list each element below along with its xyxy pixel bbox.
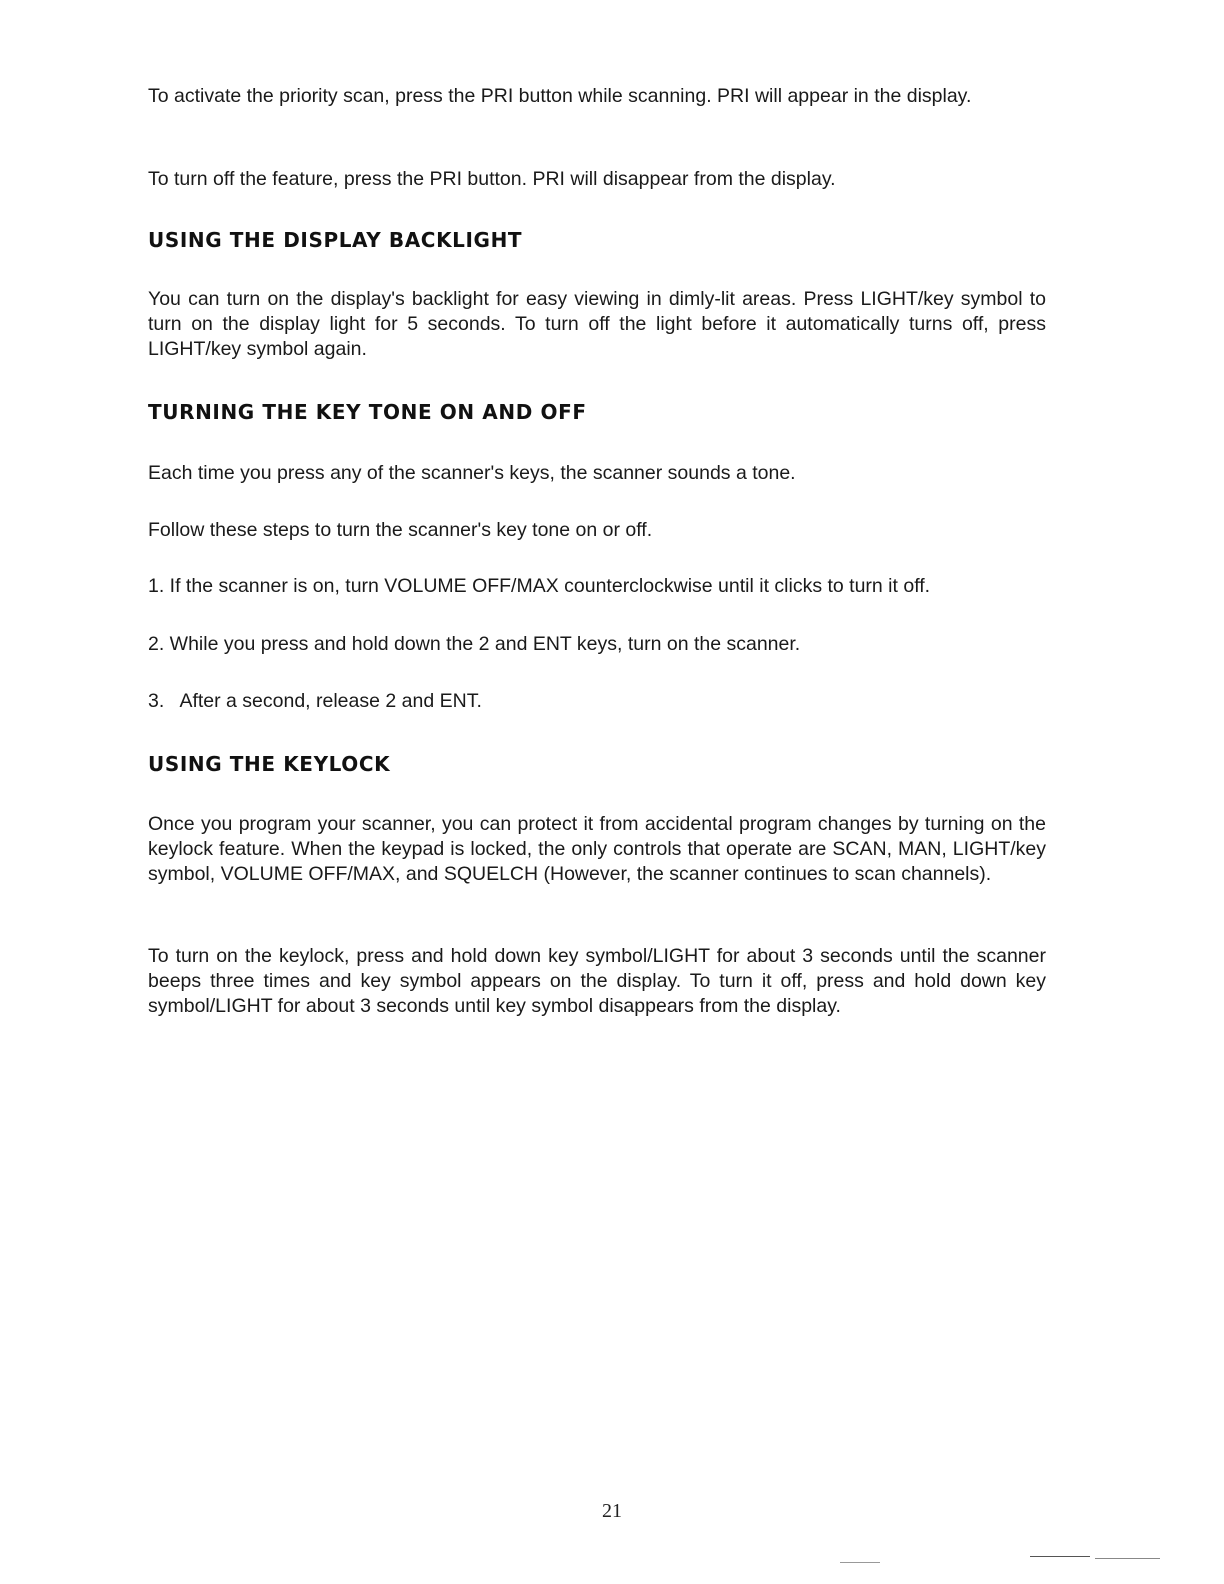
priority-activate-paragraph: To activate the priority scan, press the PRI button while scanning. PRI will appear in the display.: [148, 85, 972, 107]
backlight-heading: USING THE DISPLAY BACKLIGHT: [148, 228, 523, 252]
key-tone-step-3: 3. After a second, release 2 and ENT.: [148, 690, 482, 712]
page-number: 21: [602, 1500, 622, 1522]
key-tone-step-2: 2. While you press and hold down the 2 and ENT keys, turn on the scanner.: [148, 633, 801, 655]
priority-deactivate-paragraph: To turn off the feature, press the PRI button. PRI will disappear from the display.: [148, 168, 836, 190]
scan-artifact-line: [1030, 1556, 1090, 1557]
key-tone-steps-intro: Follow these steps to turn the scanner's key tone on or off.: [148, 519, 653, 541]
keylock-paragraph-1: Once you program your scanner, you can protect it from accidental program changes by turning on the keylock feature. When the keypad is locked, the only controls that operate are SCAN, MAN, LIGHT/key symbol, VOLUME OFF/MAX, and SQUELCH (However, the scanner continues to scan channels).: [148, 813, 1046, 885]
scan-artifact-line: [1095, 1558, 1160, 1559]
backlight-paragraph: You can turn on the display's backlight for easy viewing in dimly-lit areas. Press LIGHT/key symbol to turn on the display light for 5 seconds. To turn off the light before it automatically turns off, press LIGHT/key symbol again.: [148, 288, 1046, 360]
key-tone-heading: TURNING THE KEY TONE ON AND OFF: [148, 400, 587, 424]
key-tone-intro-paragraph: Each time you press any of the scanner's keys, the scanner sounds a tone.: [148, 462, 796, 484]
keylock-heading: USING THE KEYLOCK: [148, 752, 391, 776]
keylock-paragraph-2: To turn on the keylock, press and hold down key symbol/LIGHT for about 3 seconds until the scanner beeps three times and key symbol appears on the display. To turn it off, press and hold down key symbol/LIGHT for about 3 seconds until key symbol disappears from the display.: [148, 945, 1046, 1017]
scan-artifact-line: [840, 1562, 880, 1563]
key-tone-step-1: 1. If the scanner is on, turn VOLUME OFF/MAX counterclockwise until it clicks to turn it off.: [148, 575, 931, 597]
